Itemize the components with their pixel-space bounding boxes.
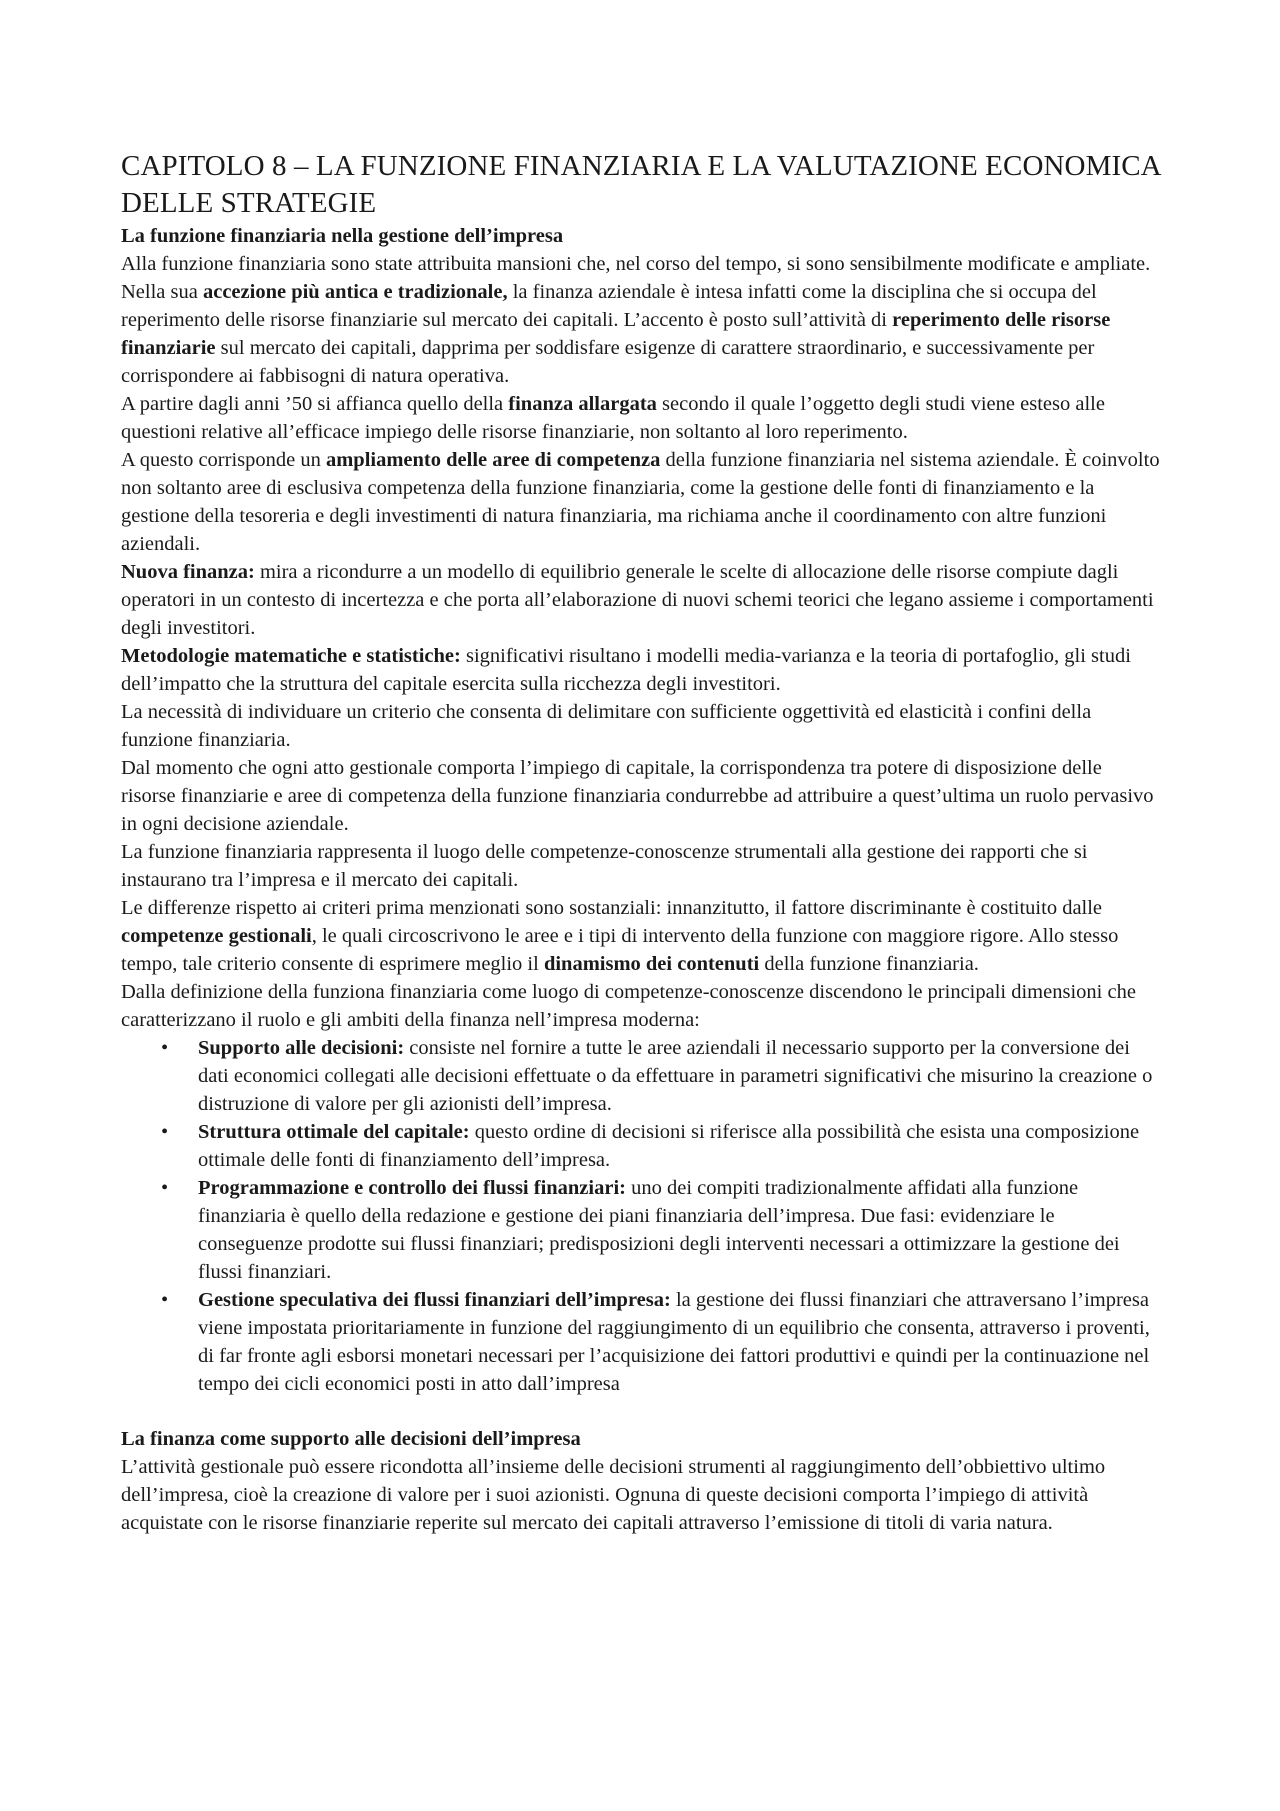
bold-term: Struttura ottimale del capitale: [198,1121,470,1143]
list-item [161,1118,1161,1174]
chapter-title: CAPITOLO 8 – LA FUNZIONE FINANZIARIA E LA VALUTAZIONE ECONOMICA DELLE STRATEGIE [121,150,1161,219]
paragraph [121,446,1161,558]
bullet-icon: • [161,1037,169,1059]
bold-term: Supporto alle decisioni: [198,1037,405,1059]
paragraph [121,894,1161,978]
paragraph: Alla funzione finanziaria sono state attribuita mansioni che, nel corso del tempo, si sono sensibilmente modificate e ampliate. [121,253,1151,275]
list-item-text: uno dei compiti tradizionalmente affidati alla funzione finanziaria è quello della redazione e gestione dei piani finanziaria dell’impresa. Due fasi: evidenziare le conseguenze prodotte sui flussi finanziari; predisposizioni degli interventi necessari a ottimizzare la gestione dei flussi finanziari. [198,1177,1120,1283]
list-item-text: consiste nel fornire a tutte le aree aziendali il necessario supporto per la conversione dei dati economici collegati alle decisioni effettuate o da effettuare in parametri significativi che misurino la creazione o distruzione di valore per gli azionisti dell’impresa. [198,1037,1153,1115]
paragraph-text: A questo corrisponde un [121,449,326,471]
bold-term: reperimento delle risorse finanziarie [121,309,1111,359]
paragraph [121,390,1161,446]
paragraph [121,642,1161,698]
list-item-text: questo ordine di decisioni si riferisce alla possibilità che esista una composizione ottimale delle fonti di finanziamento dell’impresa. [198,1121,1140,1171]
bold-term: Metodologie matematiche e statistiche: [121,645,461,667]
paragraph: Dal momento che ogni atto gestionale comporta l’impiego di capitale, la corrispondenza tra potere di disposizione delle risorse finanziarie e aree di competenza della funzione finanziaria condurrebbe ad attribuire a quest’ultima un ruolo pervasivo in ogni decisione aziendale. [121,757,1154,835]
paragraph-text: della funzione finanziaria. [759,953,979,975]
bold-term: Nuova finanza: [121,561,255,583]
list-item [161,1174,1161,1286]
paragraph: La funzione finanziaria rappresenta il luogo delle competenze-conoscenze strumentali alla gestione dei rapporti che si instaurano tra l’impresa e il mercato dei capitali. [121,841,1088,891]
list-item [161,1286,1161,1398]
paragraph-text: , le quali circoscrivono le aree e i tipi di intervento della funzione con maggiore rigore. Allo stesso tempo, tale criterio consente di esprimere meglio il [121,925,1119,975]
paragraph-text: mira a ricondurre a un modello di equilibrio generale le scelte di allocazione delle risorse compiute dagli operatori in un contesto di incertezza e che porta all’elaborazione di nuovi schemi teorici che legano assieme i comportamenti degli investitori. [121,561,1154,639]
bullet-icon: • [161,1289,169,1311]
paragraph: L’attività gestionale può essere ricondotta all’insieme delle decisioni strumenti al raggiungimento dell’obbiettivo ultimo dell’impresa, cioè la creazione di valore per i suoi azionisti. Ognuna di queste decisioni comporta l’impiego di attività acquistate con le risorse finanziarie reperite sul mercato dei capitali attraverso l’emissione di titoli di varia natura. [121,1456,1106,1534]
paragraph [121,278,1161,390]
section-heading-funzione-finanziaria: La funzione finanziaria nella gestione dell’impresa [121,225,564,247]
bold-term: ampliamento delle aree di competenza [325,449,661,471]
bold-term: Gestione speculativa dei flussi finanziari dell’impresa: [198,1289,671,1311]
list-item [161,1034,1161,1118]
paragraph-text: Le differenze rispetto ai criteri prima menzionati sono sostanziali: innanzitutto, il fattore discriminante è costituito dalle [121,897,1103,919]
paragraph-text: della funzione finanziaria nel sistema aziendale. È coinvolto non soltanto aree di esclusiva competenza della funzione finanziaria, come la gestione delle fonti di finanziamento e la gestione della tesoreria e degli investimenti di natura finanziaria, ma richiama anche il coordinamento con altre funzioni aziendali. [121,449,1160,555]
paragraph-text: significativi risultano i modelli media-varianza e la teoria di portafoglio, gli studi dell’impatto che la struttura del capitale esercita sulla ricchezza degli investitori. [121,645,1131,695]
paragraph: La necessità di individuare un criterio che consenta di delimitare con sufficiente oggettività ed elasticità i confini della funzione finanziaria. [121,701,1092,751]
bold-term: finanza allargata [508,393,657,415]
bold-term: competenze gestionali [121,925,312,947]
bold-term: dinamismo dei contenuti [543,953,760,975]
bold-term: accezione più antica e tradizionale, [202,281,508,303]
paragraph-text: A partire dagli anni ’50 si affianca quello della [121,393,509,415]
paragraph-text: secondo il quale l’oggetto degli studi viene esteso alle questioni relative all’efficace impiego delle risorse finanziarie, non soltanto al loro reperimento. [121,393,1105,443]
paragraph-text: Nella sua [121,281,203,303]
paragraph-text: sul mercato dei capitali, dapprima per soddisfare esigenze di carattere straordinario, e successivamente per corrispondere ai fabbisogni di natura operativa. [121,337,1095,387]
paragraph [121,558,1161,642]
bullet-icon: • [161,1177,169,1199]
bold-term: Programmazione e controllo dei flussi finanziari: [198,1177,626,1199]
dimensions-bullet-list [121,1034,1161,1398]
list-item-text: la gestione dei flussi finanziari che attraversano l’impresa viene impostata prioritariamente in funzione del raggiungimento di un equilibrio che consenta, attraverso i proventi, di far fronte agli esborsi monetari necessari per l’acquisizione dei fattori produttivi e quindi per la continuazione nel tempo dei cicli economici posti in atto dall’impresa [198,1289,1150,1395]
paragraph: Dalla definizione della funziona finanziaria come luogo di competenze-conoscenze discendono le principali dimensioni che caratterizzano il ruolo e gli ambiti della finanza nell’impresa moderna: [121,981,1136,1031]
bullet-icon: • [161,1121,169,1143]
section-heading-finanza-supporto: La finanza come supporto alle decisioni dell’impresa [121,1428,581,1450]
document-page [121,148,1161,1537]
paragraph-text: la finanza aziendale è intesa infatti come la disciplina che si occupa del reperimento delle risorse finanziarie sul mercato dei capitali. L’accento è posto sull’attività di [121,281,1097,331]
